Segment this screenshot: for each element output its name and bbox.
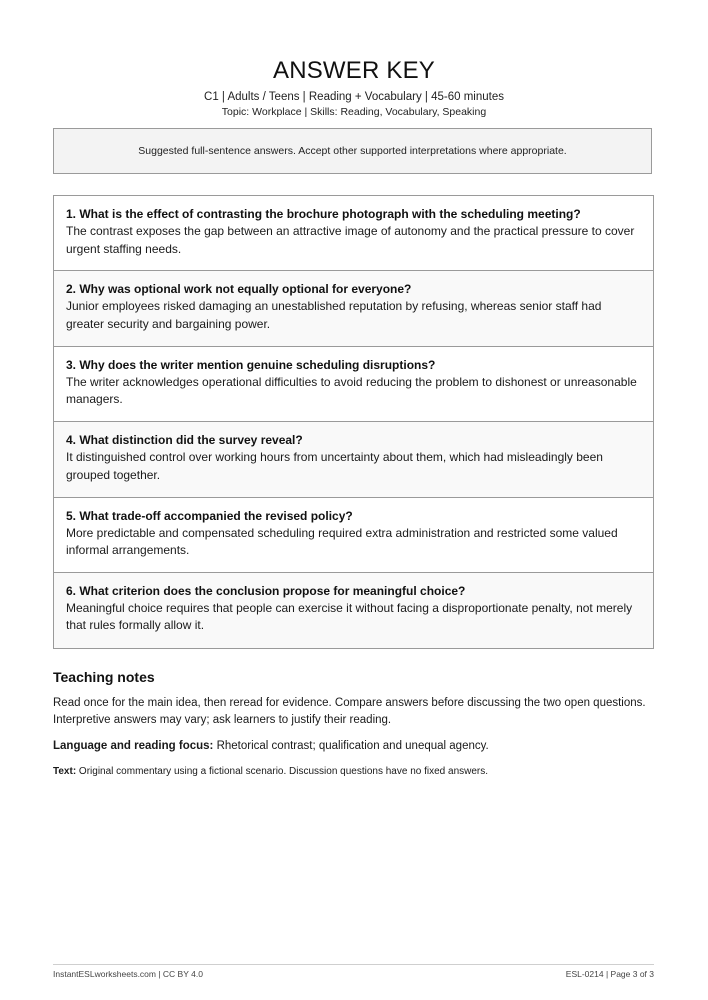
text-source-label: Text:: [53, 766, 77, 777]
footer-license: InstantESLworksheets.com | CC BY 4.0: [53, 969, 203, 979]
answer-text: The writer acknowledges operational difficulties to avoid reducing the problem to dishonest or unreasonable managers.: [66, 374, 637, 407]
language-focus-line: [53, 738, 653, 755]
language-focus-label: Language and reading focus:: [53, 740, 214, 752]
answer-item-2: [54, 271, 653, 346]
answer-text: It distinguished control over working hours from uncertainty about them, which had misleadingly been grouped together.: [66, 450, 603, 482]
text-source-line: [53, 765, 653, 779]
answer-text: The contrast exposes the gap between an attractive image of autonomy and the practical pressure to cover urgent staffing needs.: [66, 224, 635, 256]
text-source-text: Original commentary using a fictional scenario. Discussion questions have no fixed answers.: [76, 766, 489, 777]
answer-item-6: [54, 573, 653, 648]
answer-item-1: [54, 196, 653, 271]
question-text: 4. What distinction did the survey reveal?: [66, 433, 303, 448]
footer-divider: [53, 964, 654, 965]
language-focus-text: Rhetorical contrast; qualification and unequal agency.: [213, 740, 489, 752]
answer-item-5: [54, 498, 653, 573]
footer-page-number: ESL-0214 | Page 3 of 3: [565, 969, 654, 979]
topic-line: Topic: Workplace | Skills: Reading, Vocabulary, Speaking: [221, 106, 487, 118]
answer-list: [53, 195, 654, 649]
answer-text: Meaningful choice requires that people can exercise it without facing a disproportionate penalty, not merely that rules formally allow it.: [66, 600, 633, 633]
page-title: ANSWER KEY: [272, 57, 436, 84]
teaching-notes-paragraph: Read once for the main idea, then reread for evidence. Compare answers before discussing the two open questions. Interpretive answers may vary; ask learners to justify their reading.: [53, 697, 646, 726]
intro-note-box: [53, 128, 652, 174]
question-text: 1. What is the effect of contrasting the brochure photograph with the scheduling meeting?: [66, 207, 581, 221]
question-text: 2. Why was optional work not equally optional for everyone?: [66, 282, 412, 297]
level-meta: C1 | Adults / Teens | Reading + Vocabulary | 45-60 minutes: [204, 91, 504, 103]
teaching-notes-heading: Teaching notes: [53, 669, 155, 685]
question-text: 3. Why does the writer mention genuine scheduling disruptions?: [66, 357, 436, 372]
answer-text: More predictable and compensated scheduling required extra administration and restricted some valued informal arrangements.: [66, 525, 618, 558]
intro-note-text: Suggested full-sentence answers. Accept other supported interpretations where appropriate.: [138, 145, 567, 157]
question-text: 6. What criterion does the conclusion propose for meaningful choice?: [66, 583, 466, 598]
answer-item-4: [54, 422, 653, 497]
answer-text: Junior employees risked damaging an unestablished reputation by refusing, whereas senior staff had greater security and bargaining power.: [66, 299, 602, 331]
question-text: 5. What trade-off accompanied the revised policy?: [66, 508, 353, 523]
answer-item-3: [54, 347, 653, 422]
